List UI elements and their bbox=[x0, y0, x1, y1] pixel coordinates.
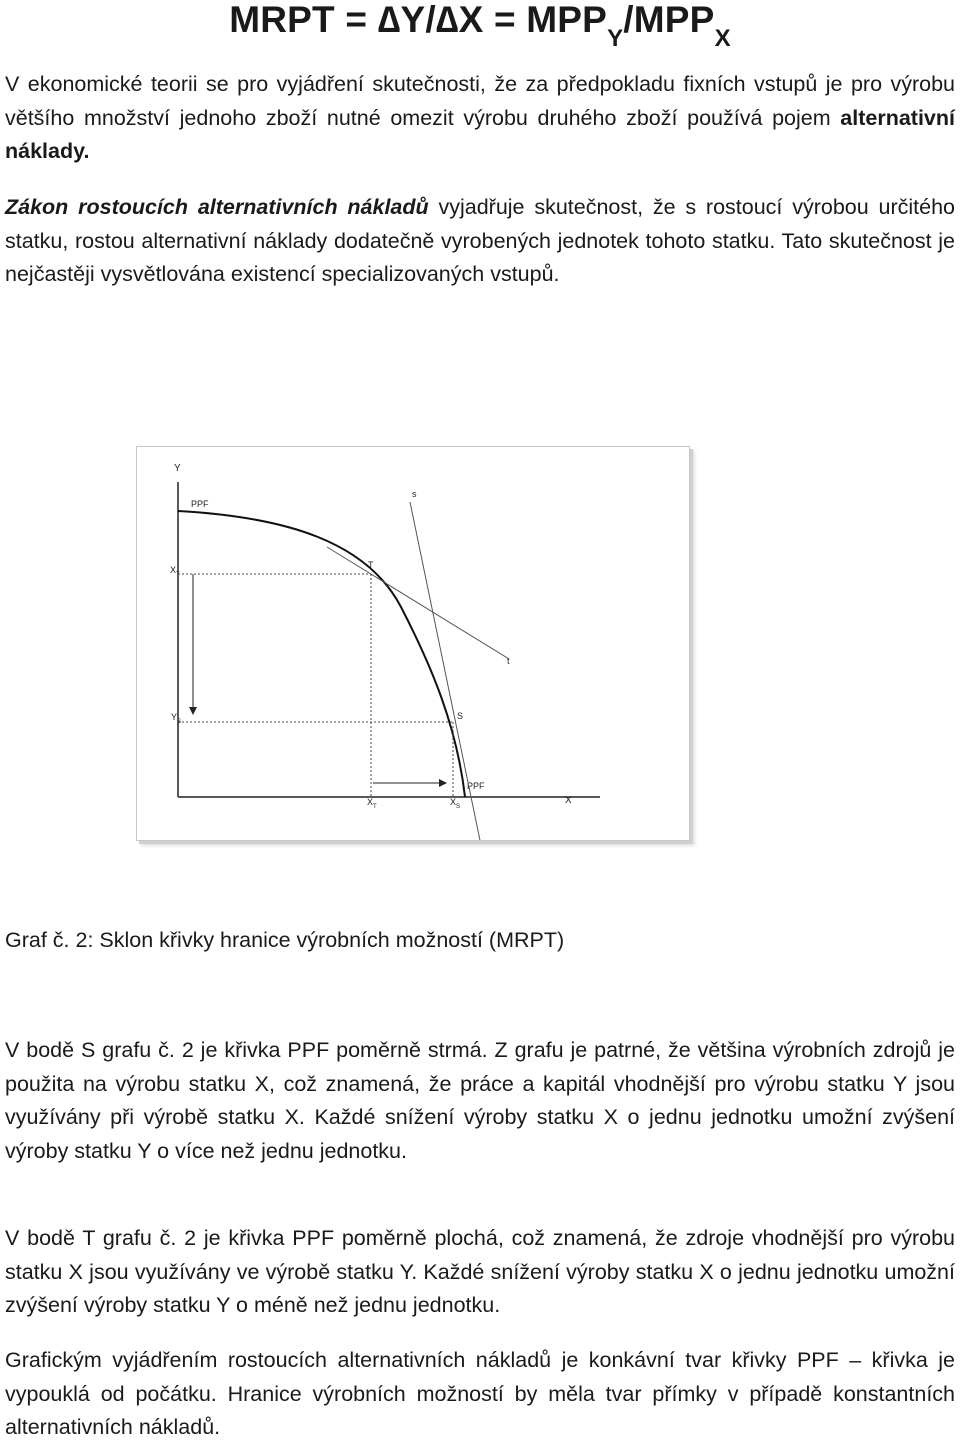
ppf-label-bottom: PPF bbox=[467, 781, 485, 791]
point-t-label: T bbox=[368, 560, 374, 570]
heading-sub-x: X bbox=[714, 25, 731, 52]
y-axis-label: Y bbox=[174, 463, 181, 474]
law-title: Zákon rostoucích alternativních nákladů bbox=[5, 195, 429, 219]
y-tick-ys-sub: S bbox=[177, 719, 182, 725]
x-tick-xt-main: X bbox=[367, 797, 374, 807]
y-tick-xt-main: X bbox=[170, 565, 177, 575]
law-paragraph bbox=[5, 191, 955, 292]
ppf-curve bbox=[178, 511, 465, 797]
point-t-paragraph: V bodě T grafu č. 2 je křivka PPF poměrně plochá, což znamená, že zdroje vhodnější pro výrobu statku X jsou využívány ve výrobě statku Y. Každé snížení výroby statku X o jednu jednotku umožní zvýšení výroby statku Y o méně než jednu jednotku. bbox=[5, 1226, 955, 1317]
x-tick-xs-main: X bbox=[450, 797, 457, 807]
y-tick-xt-sub: T bbox=[176, 572, 180, 578]
intro-bold-term: alternativní náklady. bbox=[5, 105, 955, 163]
x-axis-label: X bbox=[565, 795, 572, 806]
page-heading bbox=[0, 0, 960, 52]
x-tick-xs bbox=[450, 797, 460, 810]
law-text: vyjadřuje skutečnost, že s rostoucí výrobou určitého statku, rostou alternativní náklady dodatečně vyrobených jednotek tohoto statku. Tato skutečnost je nejčastěji vysvětlována existencí specializovaných vstupů. bbox=[5, 195, 955, 286]
intro-text: V ekonomické teorii se pro vyjádření skutečnosti, že za předpokladu fixních vstupů je pro výrobu většího množství jednoho zboží nutné omezit výrobu druhého zboží používá pojem bbox=[5, 72, 955, 130]
arrow-x-head bbox=[439, 779, 447, 787]
arrow-y-head bbox=[189, 707, 197, 715]
y-tick-ys bbox=[171, 712, 181, 725]
ppf-label-top: PPF bbox=[191, 499, 209, 509]
heading-slash: /MPP bbox=[623, 0, 715, 40]
ppf-figure bbox=[136, 446, 690, 841]
ppf-graph bbox=[137, 447, 689, 840]
intro-paragraph bbox=[5, 68, 955, 169]
figure-caption: Graf č. 2: Sklon křivky hranice výrobních možností (MRPT) bbox=[5, 928, 565, 952]
heading-sub-y: Y bbox=[607, 25, 624, 52]
heading-prefix: MRPT = ∆Y/∆X = MPP bbox=[229, 0, 608, 40]
x-tick-xs-sub: S bbox=[456, 804, 461, 810]
conclusion-paragraph: Grafickým vyjádřením rostoucích alternativních nákladů je konkávní tvar křivky PPF – křivka je vypouklá od počátku. Hranice výrobních možností by měla tvar přímky v případě konstantních alternativních nákladů. bbox=[5, 1348, 955, 1439]
x-tick-xt bbox=[367, 797, 377, 810]
tangent-s-label: s bbox=[412, 489, 417, 499]
point-s-label: S bbox=[457, 711, 464, 721]
x-tick-xt-sub: T bbox=[373, 804, 377, 810]
point-s-paragraph: V bodě S grafu č. 2 je křivka PPF poměrně strmá. Z grafu je patrné, že většina výrobních zdrojů je použita na výrobu statku X, což znamená, že práce a kapitál vhodnější pro výrobu statku Y jsou využívány při výrobě statku X. Každé snížení výroby statku X o jednu jednotku umožní zvýšení výroby statku Y o více než jednu jednotku. bbox=[5, 1038, 955, 1163]
tangent-t-label: t bbox=[507, 656, 510, 666]
y-tick-ys-main: Y bbox=[171, 712, 178, 722]
